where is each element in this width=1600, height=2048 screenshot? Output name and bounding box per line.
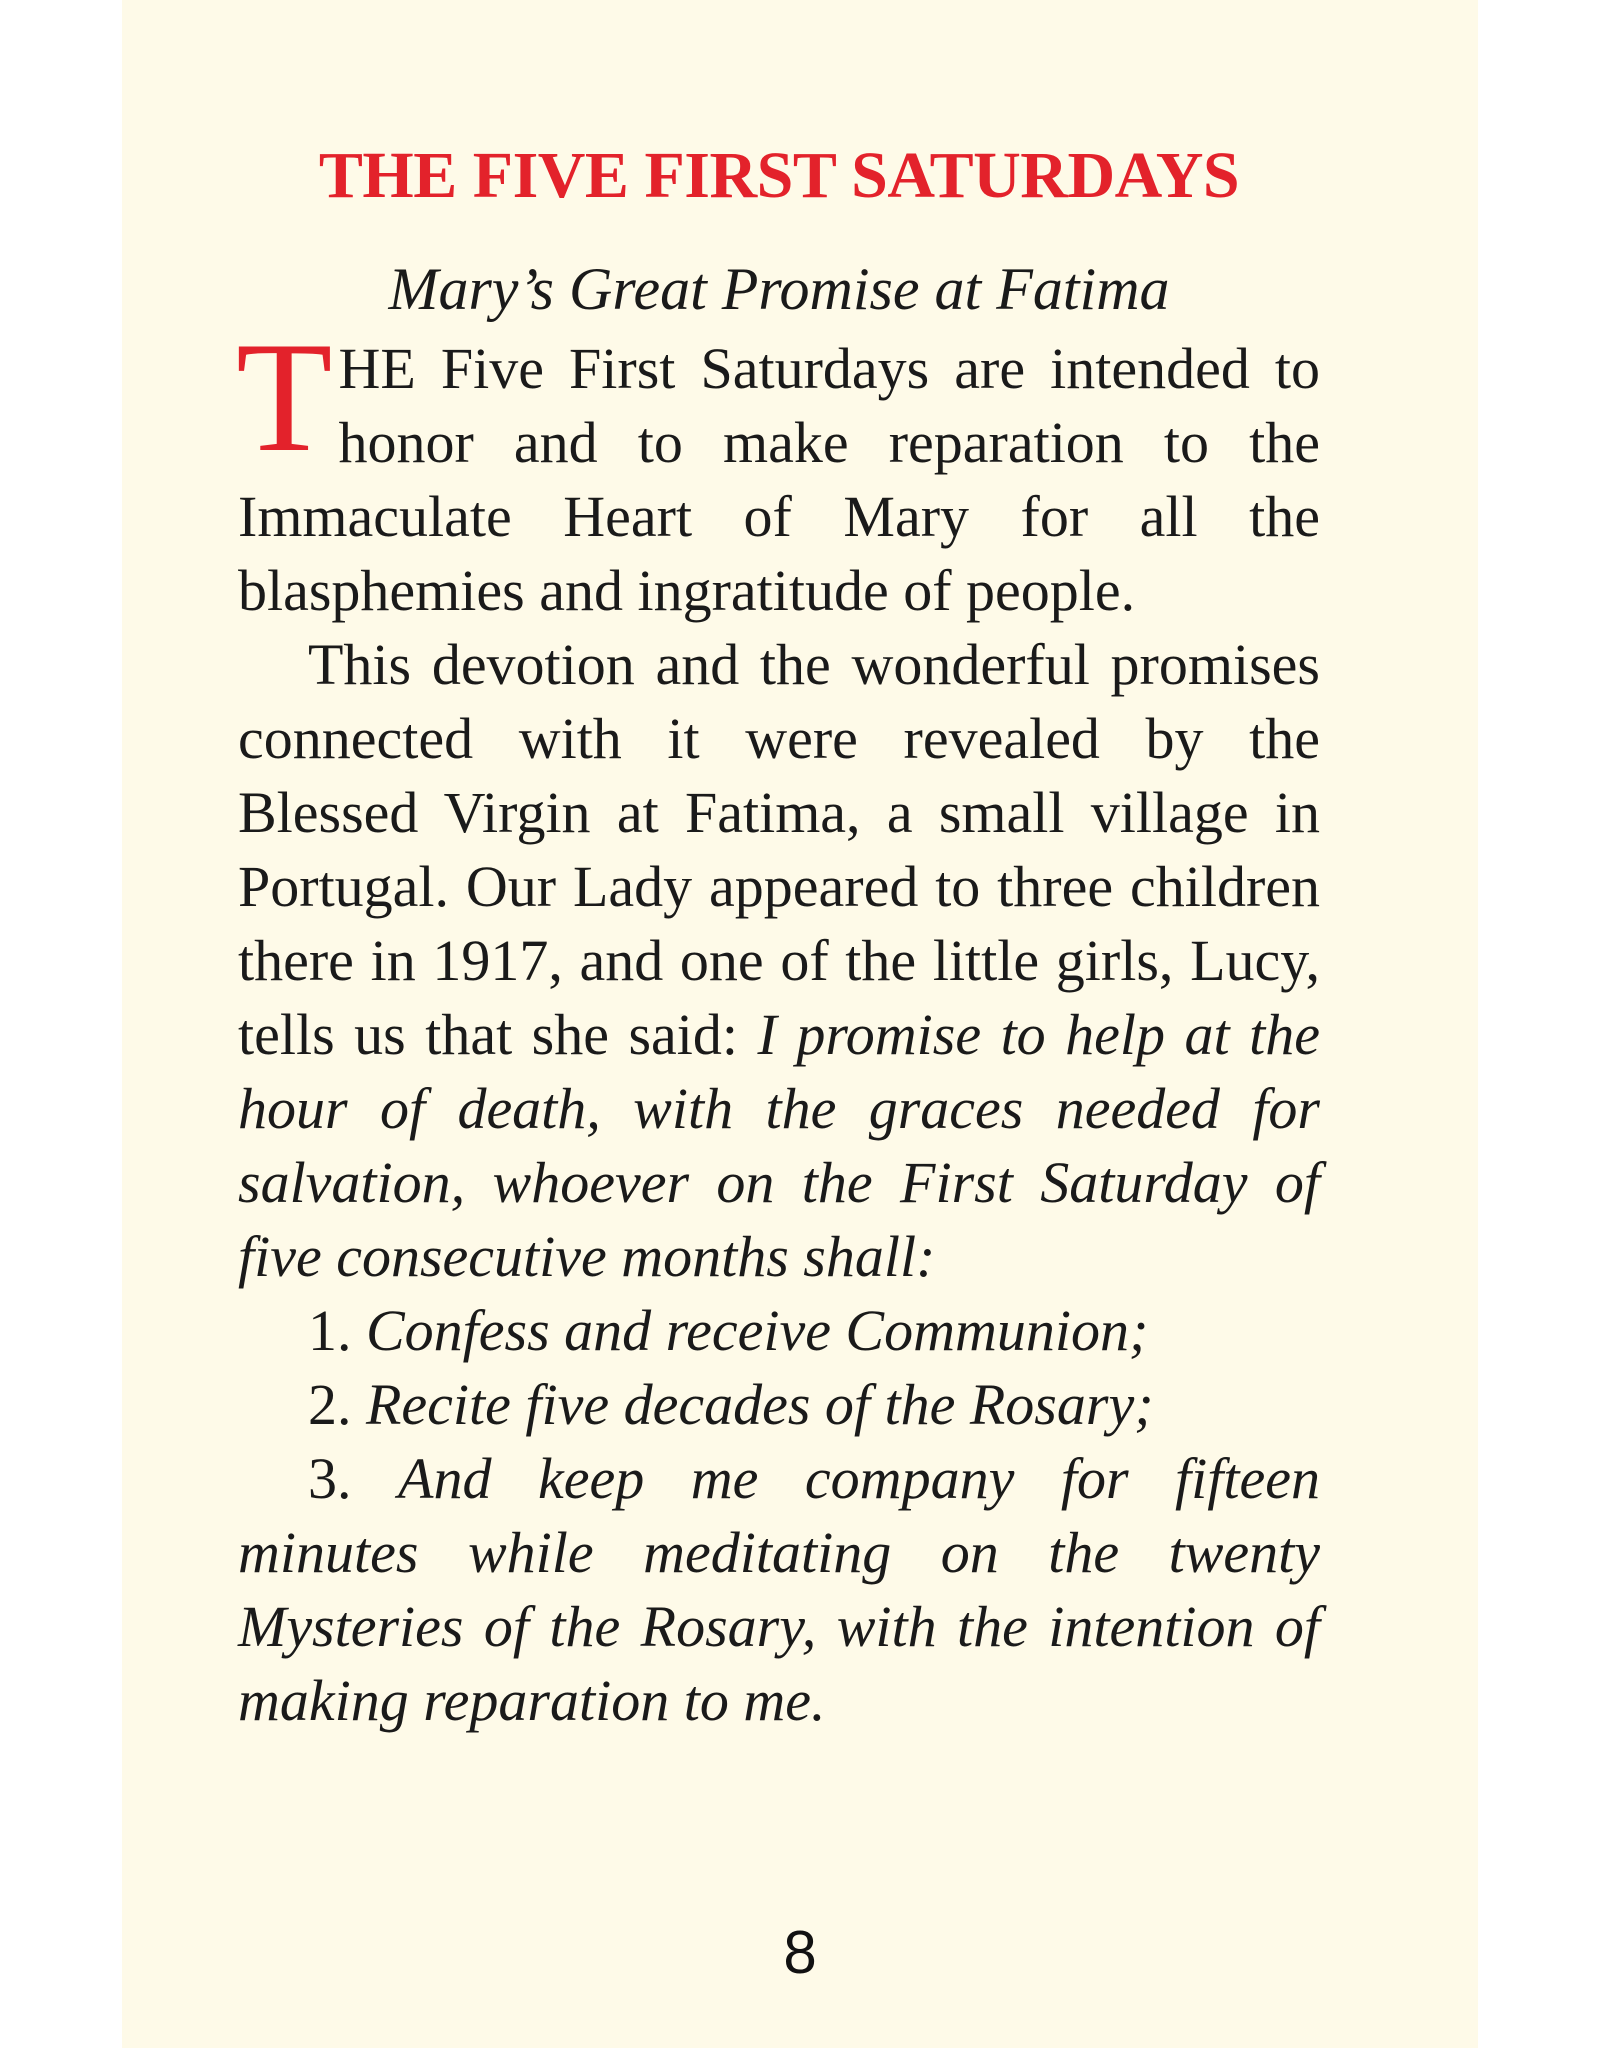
list-item-text: Confess and receive Communion; [366,1298,1149,1363]
page-number: 8 [783,1919,817,1986]
list-item-number: 3. [308,1446,352,1511]
list-item-number: 2. [308,1372,352,1437]
list-item-text: And keep me company for fifteen minutes while meditating on the twenty Mysteries of the Rosary, with the intention of making reparation to me. [238,1446,1321,1733]
intro-paragraph [236,310,1320,628]
list-item-text: Recite five decades of the Rosary; [366,1372,1154,1437]
page-title: THE FIVE FIRST SATURDAYS [318,139,1240,212]
promise-quote: I promise to help at the hour of death, with the graces needed for salvation, whoever on the First Saturday of five consecutive months shall: [238,1002,1320,1289]
list-item-number: 1. [308,1298,352,1363]
book-page [122,0,1478,2048]
list-item [238,1442,1320,1738]
page-content [238,128,1320,1738]
list-item [238,1368,1320,1442]
page-subtitle: Mary’s Great Promise at Fatima [388,256,1170,322]
intro-paragraph-text: HE Five First Saturdays are intended to honor and to make reparation to the Immaculate Heart of Mary for all the blasphemies and ingratitude of people. [238,336,1320,623]
list-item [238,1294,1320,1368]
drop-cap: T [236,310,333,485]
fatima-paragraph [238,628,1320,1294]
fatima-paragraph-text: This devotion and the wonderful promises connected with it were revealed by the Blessed Virgin at Fatima, a small village in Portugal. Our Lady appeared to three children there in 1917, and one of the little girls, Lucy, tells us that she said: [238,632,1320,1067]
